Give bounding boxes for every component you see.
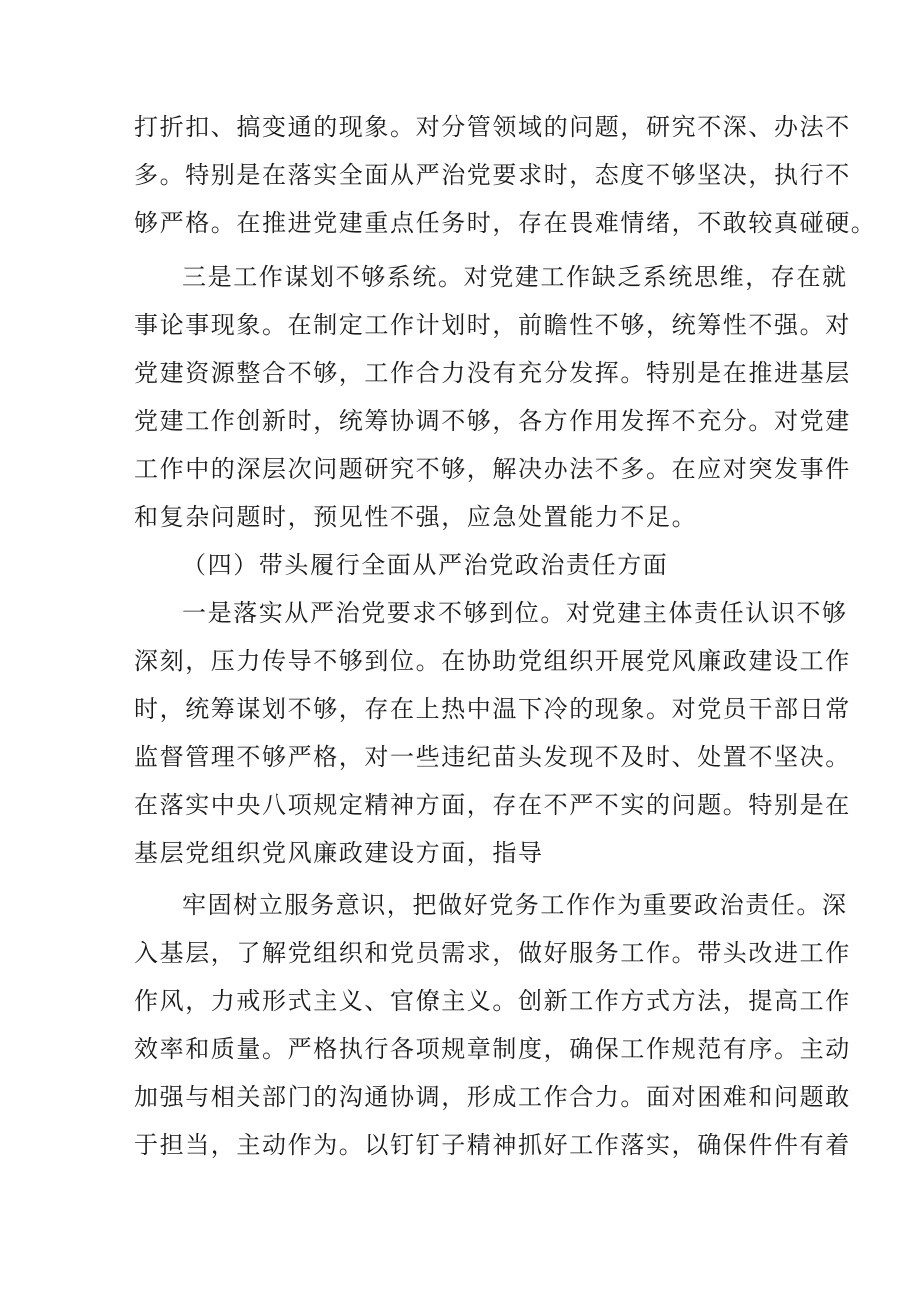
text-line: 在落实中央八项规定精神方面，存在不严不实的问题。特别是在 xyxy=(134,791,851,819)
text-line: 一是落实从严治党要求不够到位。对党建主体责任认识不够 xyxy=(182,599,848,627)
text-line: 三是工作谋划不够系统。对党建工作缺乏系统思维，存在就 xyxy=(182,263,848,291)
text-line: 时，统筹谋划不够，存在上热中温下冷的现象。对党员干部日常 xyxy=(134,695,851,723)
section-heading: （四）带头履行全面从严治党政治责任方面 xyxy=(182,551,669,579)
text-line: 加强与相关部门的沟通协调，形成工作合力。面对困难和问题敢 xyxy=(134,1083,851,1111)
text-line: 基层党组织党风廉政建设方面，指导 xyxy=(134,839,544,867)
text-line: 够严格。在推进党建重点任务时，存在畏难情绪，不敢较真碰硬。 xyxy=(134,209,877,237)
text-line: 深刻，压力传导不够到位。在协助党组织开展党风廉政建设工作 xyxy=(134,647,851,675)
text-line: 打折扣、搞变通的现象。对分管领域的问题，研究不深、办法不 xyxy=(134,113,851,141)
text-line: 于担当，主动作为。以钉钉子精神抓好工作落实，确保件件有着 xyxy=(134,1131,851,1159)
text-line: 效率和质量。严格执行各项规章制度，确保工作规范有序。主动 xyxy=(134,1035,851,1063)
text-line: 工作中的深层次问题研究不够，解决办法不多。在应对突发事件 xyxy=(134,455,851,483)
text-line: 牢固树立服务意识，把做好党务工作作为重要政治责任。深 xyxy=(182,891,848,919)
text-line: 入基层，了解党组织和党员需求，做好服务工作。带头改进工作 xyxy=(134,939,851,967)
text-line: 和复杂问题时，预见性不强，应急处置能力不足。 xyxy=(134,503,698,531)
text-line: 党建资源整合不够，工作合力没有充分发挥。特别是在推进基层 xyxy=(134,359,851,387)
text-line: 作风，力戒形式主义、官僚主义。创新工作方式方法，提高工作 xyxy=(134,987,851,1015)
text-line: 多。特别是在落实全面从严治党要求时，态度不够坚决，执行不 xyxy=(134,161,851,189)
text-line: 事论事现象。在制定工作计划时，前瞻性不够，统筹性不强。对 xyxy=(134,311,851,339)
text-line: 监督管理不够严格，对一些违纪苗头发现不及时、处置不坚决。 xyxy=(134,743,851,771)
text-line: 党建工作创新时，统筹协调不够，各方作用发挥不充分。对党建 xyxy=(134,407,851,435)
